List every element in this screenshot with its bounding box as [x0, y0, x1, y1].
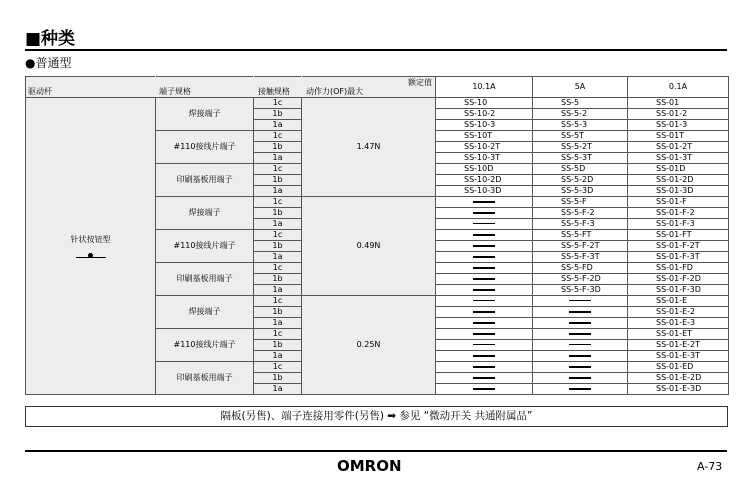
model-code-cell: SS-10-2D — [436, 175, 533, 186]
section-subtitle: ●普通型 — [25, 56, 72, 70]
contact-cell: 1a — [254, 285, 302, 296]
model-code-cell: SS-01-2T — [628, 142, 729, 153]
model-code-cell: SS-01-E-3 — [628, 318, 729, 329]
dash-mark — [473, 344, 495, 345]
dash-mark — [473, 388, 495, 390]
contact-cell: 1a — [254, 384, 302, 395]
model-code-cell: SS-5-F-2 — [533, 208, 628, 219]
dash-mark — [473, 212, 495, 214]
contact-cell: 1c — [254, 98, 302, 109]
brand-logo: OMRON — [337, 457, 402, 475]
header-rated: 额定值 — [408, 78, 432, 87]
not-available-mark — [533, 296, 628, 307]
model-code-cell: SS-10-2 — [436, 109, 533, 120]
actuator-cell — [26, 98, 156, 395]
model-code-cell: SS-5-3 — [533, 120, 628, 131]
contact-cell: 1b — [254, 373, 302, 384]
section-title: ■种类 — [25, 29, 76, 49]
dash-mark — [473, 366, 495, 368]
terminal-type-cell: #110接线片端子 — [156, 230, 254, 263]
contact-cell: 1b — [254, 175, 302, 186]
terminal-type-cell: 焊接端子 — [156, 98, 254, 131]
model-code-cell: SS-10T — [436, 131, 533, 142]
not-available-mark — [436, 296, 533, 307]
model-code-cell: SS-5-2 — [533, 109, 628, 120]
dash-mark — [569, 377, 591, 379]
dash-mark — [569, 322, 591, 324]
model-code-cell: SS-10-3 — [436, 120, 533, 131]
model-code-cell: SS-5-3D — [533, 186, 628, 197]
terminal-type-cell: 印刷基板用端子 — [156, 362, 254, 395]
dash-mark — [473, 201, 495, 203]
model-code-cell: SS-10-2T — [436, 142, 533, 153]
table-header-row — [26, 77, 729, 98]
model-code-cell: SS-5-F-3 — [533, 219, 628, 230]
footer-divider — [25, 450, 727, 452]
operating-force-cell: 0.25N — [302, 296, 436, 395]
not-available-mark — [533, 307, 628, 318]
model-code-cell: SS-5T — [533, 131, 628, 142]
model-code-cell: SS-5-FT — [533, 230, 628, 241]
actuator-label: 针状按钮型 — [70, 234, 111, 244]
model-code-cell: SS-01-2 — [628, 109, 729, 120]
header-contact: 接触规格 — [254, 77, 302, 98]
dash-mark — [473, 289, 495, 291]
model-code-cell: SS-01-3T — [628, 153, 729, 164]
dash-mark — [569, 344, 591, 345]
not-available-mark — [436, 197, 533, 208]
not-available-mark — [533, 318, 628, 329]
not-available-mark — [436, 307, 533, 318]
model-code-cell: SS-5-2D — [533, 175, 628, 186]
not-available-mark — [436, 318, 533, 329]
header-rating-10a: 10.1A — [436, 77, 533, 98]
operating-force-cell: 0.49N — [302, 197, 436, 296]
contact-cell: 1a — [254, 186, 302, 197]
contact-cell: 1c — [254, 362, 302, 373]
not-available-mark — [436, 329, 533, 340]
contact-cell: 1c — [254, 263, 302, 274]
model-code-cell: SS-01-FD — [628, 263, 729, 274]
contact-cell: 1b — [254, 307, 302, 318]
contact-cell: 1c — [254, 329, 302, 340]
model-code-cell: SS-01T — [628, 131, 729, 142]
contact-cell: 1b — [254, 241, 302, 252]
contact-cell: 1c — [254, 230, 302, 241]
model-code-cell: SS-5-F — [533, 197, 628, 208]
model-code-cell: SS-01-F-2D — [628, 274, 729, 285]
dash-mark — [569, 355, 591, 357]
not-available-mark — [436, 230, 533, 241]
model-code-cell: SS-01-ET — [628, 329, 729, 340]
model-code-cell: SS-10-3D — [436, 186, 533, 197]
model-code-cell: SS-5-F-3T — [533, 252, 628, 263]
model-code-cell: SS-01-F-2 — [628, 208, 729, 219]
model-code-cell: SS-01-E-2 — [628, 307, 729, 318]
header-terminal: 端子规格 — [156, 77, 254, 98]
contact-cell: 1a — [254, 153, 302, 164]
not-available-mark — [436, 362, 533, 373]
not-available-mark — [436, 274, 533, 285]
header-force: 动作力(OF)最大 额定值 — [302, 77, 436, 98]
model-code-cell: SS-01-E-2T — [628, 340, 729, 351]
contact-cell: 1b — [254, 142, 302, 153]
model-code-cell: SS-10 — [436, 98, 533, 109]
not-available-mark — [533, 384, 628, 395]
not-available-mark — [533, 373, 628, 384]
not-available-mark — [436, 219, 533, 230]
terminal-type-cell: 焊接端子 — [156, 197, 254, 230]
pin-plunger-icon — [76, 250, 106, 258]
operating-force-cell: 1.47N — [302, 98, 436, 197]
model-code-cell: SS-5-F-2T — [533, 241, 628, 252]
model-code-cell: SS-01-E-3T — [628, 351, 729, 362]
terminal-type-cell: #110接线片端子 — [156, 131, 254, 164]
accessory-note: 隔板(另售)、端子连接用零件(另售) ➡ 参见 “微动开关 共通附属品” — [25, 406, 728, 427]
not-available-mark — [533, 362, 628, 373]
model-code-cell: SS-01-FT — [628, 230, 729, 241]
model-code-cell: SS-01-3D — [628, 186, 729, 197]
dash-mark — [473, 245, 495, 247]
not-available-mark — [436, 263, 533, 274]
contact-cell: 1b — [254, 109, 302, 120]
dash-mark — [569, 311, 591, 313]
model-code-cell: SS-01-ED — [628, 362, 729, 373]
dash-mark — [569, 366, 591, 368]
contact-cell: 1c — [254, 164, 302, 175]
terminal-type-cell: 印刷基板用端子 — [156, 164, 254, 197]
dash-mark — [473, 234, 495, 236]
dash-mark — [473, 322, 495, 324]
contact-cell: 1c — [254, 296, 302, 307]
dash-mark — [473, 377, 495, 379]
contact-cell: 1a — [254, 318, 302, 329]
contact-cell: 1c — [254, 197, 302, 208]
model-code-cell: SS-01-F — [628, 197, 729, 208]
not-available-mark — [436, 384, 533, 395]
dash-mark — [473, 267, 495, 269]
model-code-cell: SS-5D — [533, 164, 628, 175]
header-actuator: 驱动杆 — [26, 77, 156, 98]
table-row — [26, 98, 729, 109]
contact-cell: 1b — [254, 340, 302, 351]
model-code-cell: SS-5-F-3D — [533, 285, 628, 296]
model-code-cell: SS-01-F-3D — [628, 285, 729, 296]
dash-mark — [473, 300, 495, 301]
model-code-cell: SS-10D — [436, 164, 533, 175]
contact-cell: 1a — [254, 120, 302, 131]
dash-mark — [473, 223, 495, 224]
not-available-mark — [436, 373, 533, 384]
model-code-cell: SS-5-3T — [533, 153, 628, 164]
contact-cell: 1b — [254, 274, 302, 285]
dash-mark — [473, 278, 495, 280]
model-code-cell: SS-5-FD — [533, 263, 628, 274]
header-rating-0-1a: 0.1A — [628, 77, 729, 98]
model-code-cell: SS-01-E-2D — [628, 373, 729, 384]
model-code-cell: SS-01-F-2T — [628, 241, 729, 252]
model-code-cell: SS-01 — [628, 98, 729, 109]
dash-mark — [473, 355, 495, 357]
model-code-cell: SS-01-E — [628, 296, 729, 307]
not-available-mark — [436, 340, 533, 351]
model-code-cell: SS-01-2D — [628, 175, 729, 186]
contact-cell: 1b — [254, 208, 302, 219]
not-available-mark — [436, 285, 533, 296]
contact-cell: 1a — [254, 219, 302, 230]
model-code-cell: SS-5-2T — [533, 142, 628, 153]
not-available-mark — [436, 241, 533, 252]
model-code-cell: SS-5-F-2D — [533, 274, 628, 285]
not-available-mark — [436, 208, 533, 219]
not-available-mark — [436, 351, 533, 362]
not-available-mark — [436, 252, 533, 263]
dash-mark — [569, 333, 591, 335]
model-code-cell: SS-10-3T — [436, 153, 533, 164]
page-number: A-73 — [697, 460, 723, 473]
terminal-type-cell: 印刷基板用端子 — [156, 263, 254, 296]
terminal-type-cell: #110接线片端子 — [156, 329, 254, 362]
dash-mark — [569, 388, 591, 390]
model-code-cell: SS-01-3 — [628, 120, 729, 131]
dash-mark — [473, 311, 495, 313]
contact-cell: 1a — [254, 252, 302, 263]
model-table — [25, 76, 729, 395]
model-code-cell: SS-01D — [628, 164, 729, 175]
not-available-mark — [533, 340, 628, 351]
title-divider — [25, 49, 727, 51]
contact-cell: 1a — [254, 351, 302, 362]
dash-mark — [473, 256, 495, 258]
header-rating-5a: 5A — [533, 77, 628, 98]
not-available-mark — [533, 351, 628, 362]
dash-mark — [473, 333, 495, 335]
dash-mark — [569, 300, 591, 301]
model-code-cell: SS-01-F-3 — [628, 219, 729, 230]
contact-cell: 1c — [254, 131, 302, 142]
not-available-mark — [533, 329, 628, 340]
model-code-cell: SS-5 — [533, 98, 628, 109]
terminal-type-cell: 焊接端子 — [156, 296, 254, 329]
model-code-cell: SS-01-F-3T — [628, 252, 729, 263]
model-code-cell: SS-01-E-3D — [628, 384, 729, 395]
